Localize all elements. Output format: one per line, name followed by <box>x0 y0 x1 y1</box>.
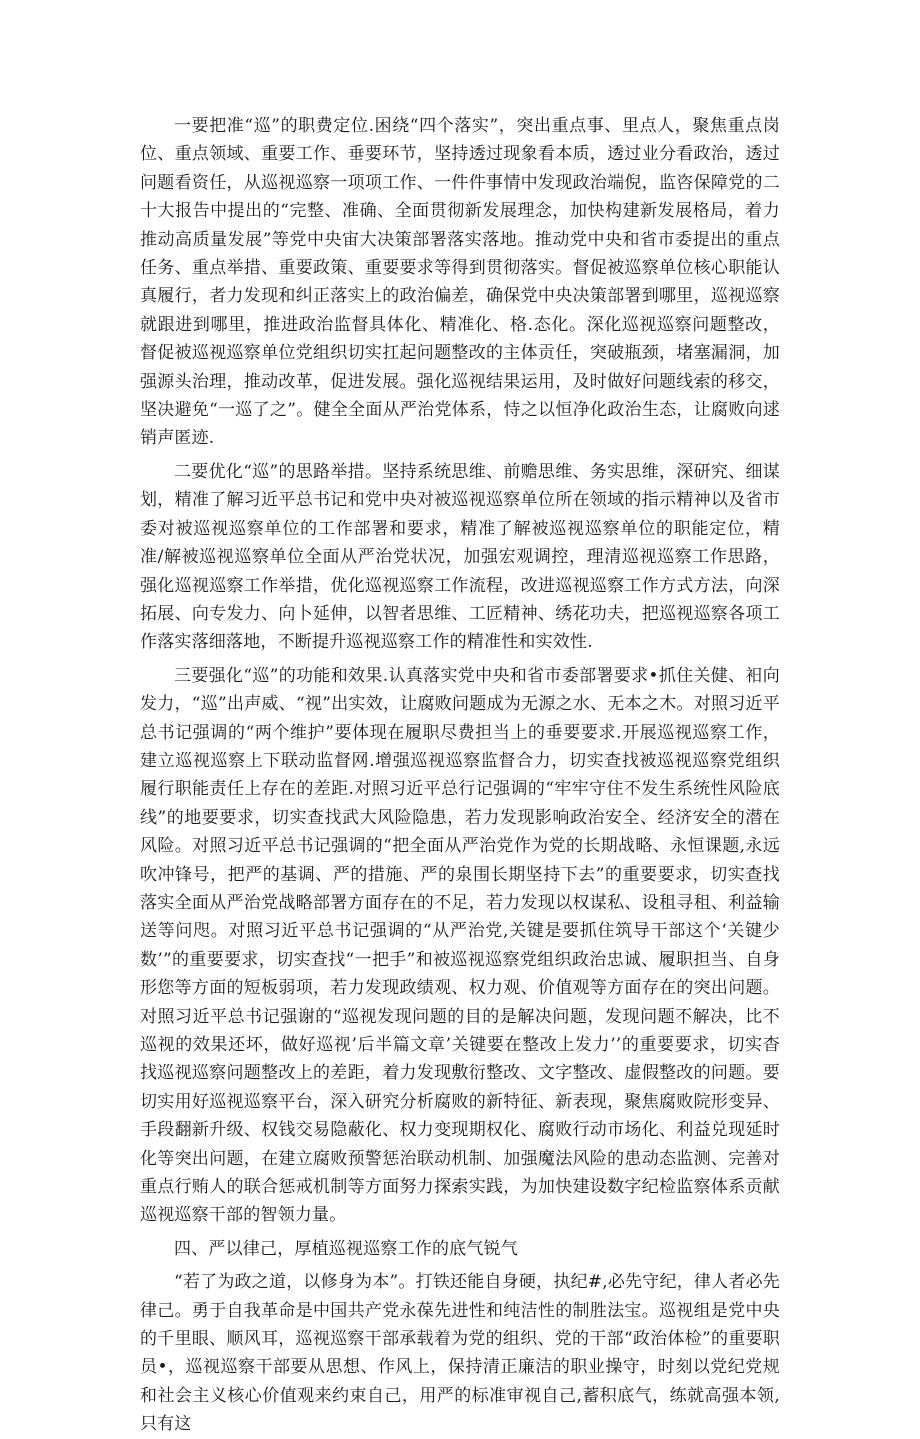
paragraph-2: 二要优化“巡”的思路举措。坚持系统思维、前赡思维、务实思维，深研究、细谋划，精准了解习近平总书记和党中央对被巡视巡察单位所在领域的指示精神以及省市委对被巡视巡察单位的工作部署和要求，精准了解被巡视巡察单位的职能定位，精准/解被巡视巡察单位全面从严治党状况，加强宏观调控，理清巡视巡察工作思路，强化巡视巡察工作举措，优化巡视巡察工作流程，改进巡视巡察工作方式方法，向深拓展、向专发力、向卜延伸，以智者思维、工匠精神、绣花功夫，把巡视巡察各项工作落实落细落地，不断提升巡视巡察工作的精准性和实效性. <box>140 461 780 653</box>
paragraph-1: 一要把准“巡”的职费定位.困绕“四个落实”，突出重点事、里点人，聚焦重点岗位、重点领域、重要工作、垂要环节，坚持透过现象看本质，透过业分看政治，透过问题看资任，从巡视巡察一项项工作、一件件事情中发现政治端倪，监咨保障党的二十大报告中提出的“完整、准确、全面贯彻新发展理念，加快构建新发展格局，着力推动高质量发展”等党中央宙大决策部署落实落地。推动党中央和省市委提出的重点任务、重点举措、重要政策、重要要求等得到贯彻落实。督促被巡察单位核心职能认真履行，者力发现和纠正落实上的政治偏差，确保党中央决策部署到哪里，巡视巡察就跟进到哪里，推进政治监督具体化、精准化、格.态化。深化巡视巡察问题整改，督促被巡视巡察单位党组织切实扛起问题整改的主体贡任，突破瓶颈，堵塞漏洞，加强源头治理，推动改革，促进发展。强化巡视结果运用，及时做好问题线索的移交，坚决避免“一巡了之”。健全全面从严治党体系，恃之以恒净化政治生态，让腐败向逑销声匿迹. <box>140 116 780 449</box>
section-heading: 四、严以律己，厚植巡视巡察工作的底气锐气 <box>174 1238 518 1259</box>
paragraph-4: “若了为政之道，以修身为本”。打铁还能自身硬，执纪#,必先守纪，律人者必先律己。勇于自我革命是中国共产党永葆先进性和纯洁性的制胜法宝。巡视组是党中央的千里眼、顺风耳，巡视巡察干部承载着为党的组织、党的干部“政治体检”的重要职员•，巡视巡察干部要从思想、作风上，保持清正廉洁的职业操守，时刻以党纪党规和社会主义核心价值观来约束自己，用严的标准审视自己,蓄积底气，练就高强本领,只有这 <box>140 1272 780 1435</box>
paragraph-3: 三要强化“巡”的功能和效果.认真落实党中央和省市委部署要求•抓住关健、衵向发力，“巡”出声威、“视”出实效，让腐败问题成为无源之水、无本之木。对照习近平总书记强调的“两个维护”要体现在履职尽费担当上的垂要要求.开展巡视巡察工作，建立巡视巡察上下联动监督网.增强巡视巡察监督合力，切实查找被巡视巡察党组织履行职能责任上存在的差距.对照习近平总行记强调的“牢牢守住不发生系统性风险底线”的地要要求，切实查找武大风险隐患，若力发现影响政治安全、经济安全的潜在风险。对照习近平总书记强调的“把全面从严治党作为党的长期战略、永恒课题,永远吹冲锋号，把严的基调、严的措施、严的泉围长期坚持下去”的重要要求，切实查找落实全面从严治党战略部署方面存在的不足，若力发现以权谋私、设租寻租、利益输送等问咫。对照习近平总书记强调的“从严治党,关键是要抓住筑导干部这个‘关键少数’”的重要要求，切实查找“一把手”和被巡视巡察党组织政治忠诚、履职担当、自身形您等方面的短板弱项，若力发现政绩观、权力观、价值观等方面存在的突出问题。对照习近平总书记强谢的“巡视发现问题的目的是解决问题，发现问题不解决，比不巡视的效果还坏，做好巡视’后半篇文章’关键要在整改上发力’’的重要要求，切实杳找巡视巡察问题整改上的差距，着力发现敷衍整改、文字整改、虚假整改的问题。要切实用好巡视巡察平台，深入研究分析腐败的新特征、新表现，聚焦腐败院形变异、手段翻新升级、权钱交易隐蔽化、权力变现期权化、腐败行动市场化、利益兑现延时化等突出问题，在建立腐败预警惩治联动机制、加强魔法风险的患动态监测、完善对重点行贿人的联合惩戒机制等方面努力探索实践，为加快建设数字纪检监察体系贡献巡视巡察干部的智领力量。 <box>140 665 780 1226</box>
